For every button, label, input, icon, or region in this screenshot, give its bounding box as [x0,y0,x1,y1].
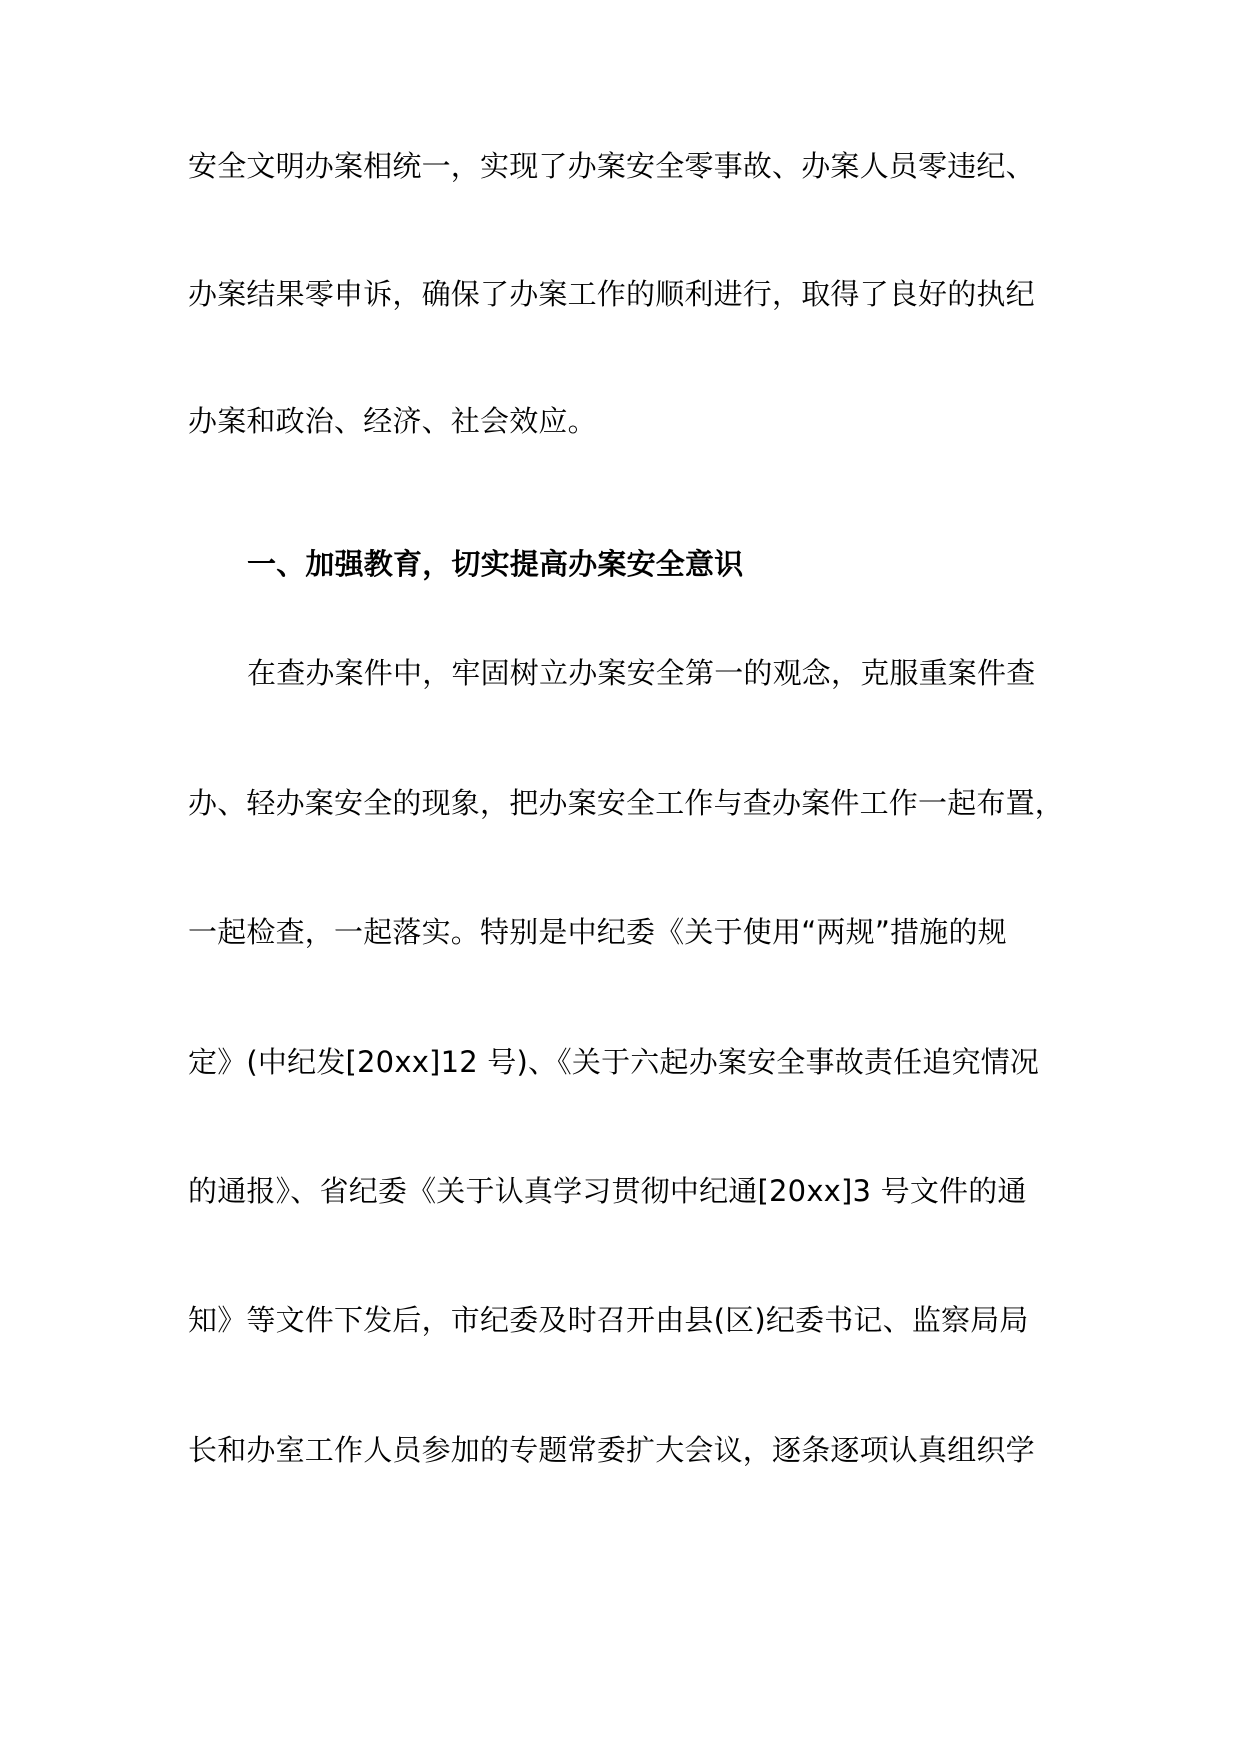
intro-line-1: 安全文明办案相统一，实现了办案安全零事故、办案人员零违纪、 [188,149,1035,183]
section-heading: 一、加强教育，切实提高办案安全意识 [247,547,744,581]
body-line-6: 知》等文件下发后，市纪委及时召开由县(区)纪委书记、监察局局 [188,1303,1029,1337]
body-line-7: 长和办室工作人员参加的专题常委扩大会议，逐条逐项认真组织学 [188,1433,1035,1467]
body-line-3: 一起检查，一起落实。特别是中纪委《关于使用“两规”措施的规 [188,915,1007,949]
intro-line-3: 办案和政治、经济、社会效应。 [188,404,597,438]
body-line-5: 的通报》、省纪委《关于认真学习贯彻中纪通[20xx]3 号文件的通 [188,1174,1027,1208]
intro-line-2: 办案结果零申诉，确保了办案工作的顺利进行，取得了良好的执纪 [188,277,1035,311]
body-line-2: 办、轻办案安全的现象，把办案安全工作与查办案件工作一起布置， [188,786,1065,820]
body-line-1: 在查办案件中，牢固树立办案安全第一的观念，克服重案件查 [247,656,1036,690]
body-line-4: 定》(中纪发[20xx]12 号)、《关于六起办案安全事故责任追究情况 [188,1045,1040,1079]
